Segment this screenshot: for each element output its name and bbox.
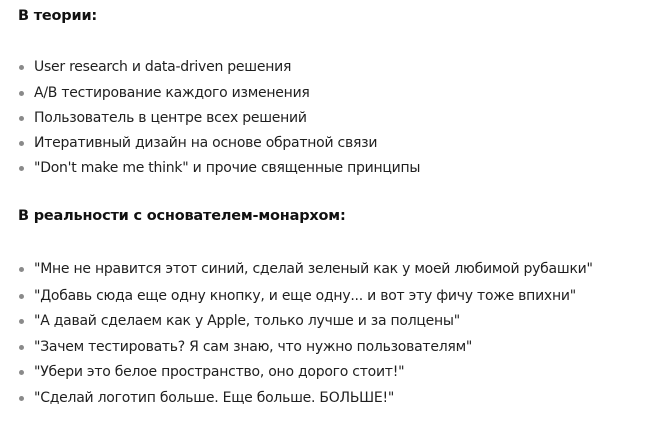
list-item-text: "Мне не нравится этот синий, сделай зеленый как у моей любимой рубашки" [34, 261, 593, 277]
bullet-icon [19, 141, 24, 146]
list-item-text: A/B тестирование каждого изменения [34, 85, 310, 101]
list-item [0, 362, 404, 382]
list-item-text: "Сделай логотип больше. Еще больше. БОЛЬШЕ!" [34, 390, 395, 406]
list-item-text: "А давай сделаем как у Apple, только лучше и за полцены" [34, 313, 460, 329]
list-item [0, 158, 420, 178]
list-item [0, 337, 472, 357]
list-item [0, 57, 291, 77]
list-item-text: "Don't make me think" и прочие священные принципы [34, 160, 421, 176]
bullet-icon [19, 294, 24, 299]
list-item [0, 311, 460, 331]
bullet-icon [19, 345, 24, 350]
bullet-icon [19, 370, 24, 375]
bullet-icon [19, 116, 24, 121]
list-item-text: Пользователь в центре всех решений [34, 110, 307, 126]
list-item-text: "Добавь сюда еще одну кнопку, и еще одну... и вот эту фичу тоже впихни" [34, 288, 576, 304]
list-item-text: "Зачем тестировать? Я сам знаю, что нужно пользователям" [34, 339, 473, 355]
reality-heading: В реальности с основателем-монархом: [18, 208, 346, 224]
bullet-icon [19, 166, 24, 171]
bullet-icon [19, 91, 24, 96]
bullet-icon [19, 396, 24, 401]
list-item [0, 259, 593, 279]
list-item [0, 388, 394, 408]
list-item-text: "Убери это белое пространство, оно дорого стоит!" [34, 364, 405, 380]
bullet-icon [19, 267, 24, 272]
list-item [0, 286, 576, 306]
list-item-text: User research и data-driven решения [34, 59, 292, 75]
list-item [0, 83, 310, 103]
list-item-text: Итеративный дизайн на основе обратной связи [34, 135, 378, 151]
list-item [0, 108, 307, 128]
list-item [0, 133, 377, 153]
theory-heading: В теории: [18, 8, 97, 24]
bullet-icon [19, 65, 24, 70]
bullet-icon [19, 319, 24, 324]
